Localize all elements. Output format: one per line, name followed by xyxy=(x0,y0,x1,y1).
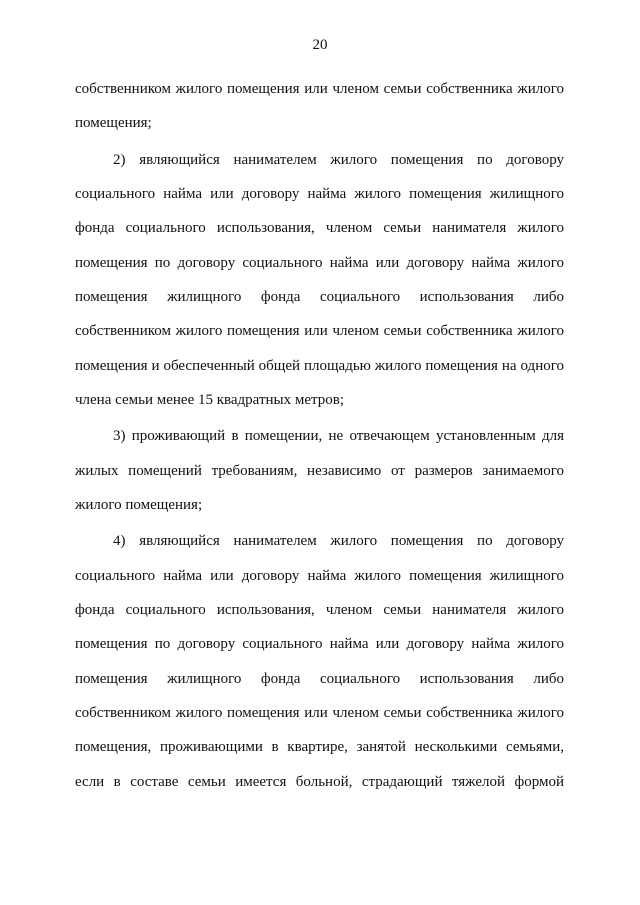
paragraph-continuation: собственником жилого помещения или членом семьи собственника жилого помещения; xyxy=(75,81,564,132)
paragraph-item-2: 2) являющийся нанимателем жилого помещения по договору социального найма или договору найма жилого помещения жилищного фонда социального использования, членом семьи нанимателя жилого помещения по договору социального найма или договору найма жилого помещения жилищного фонда социального использования либо собственником жилого помещения или членом семьи собственника жилого помещения и обеспеченный общей площадью жилого помещения на одного члена семьи менее 15 квадратных метров; xyxy=(75,151,564,408)
paragraph-item-3: 3) проживающий в помещении, не отвечающем установленным для жилых помещений требованиям, независимо от размеров занимаемого жилого помещения; xyxy=(75,428,564,513)
paragraph-item-4: 4) являющийся нанимателем жилого помещения по договору социального найма или договору найма жилого помещения жилищного фонда социального использования, членом семьи нанимателя жилого помещения по договору социального найма или договору найма жилого помещения жилищного фонда социального использования либо собственником жилого помещения или членом семьи собственника жилого помещения, проживающими в квартире, занятой несколькими семьями, если в составе семьи имеется больной, страдающий тяжелой формой xyxy=(75,533,564,790)
page-number: 20 xyxy=(312,37,328,53)
document-body xyxy=(75,72,564,801)
